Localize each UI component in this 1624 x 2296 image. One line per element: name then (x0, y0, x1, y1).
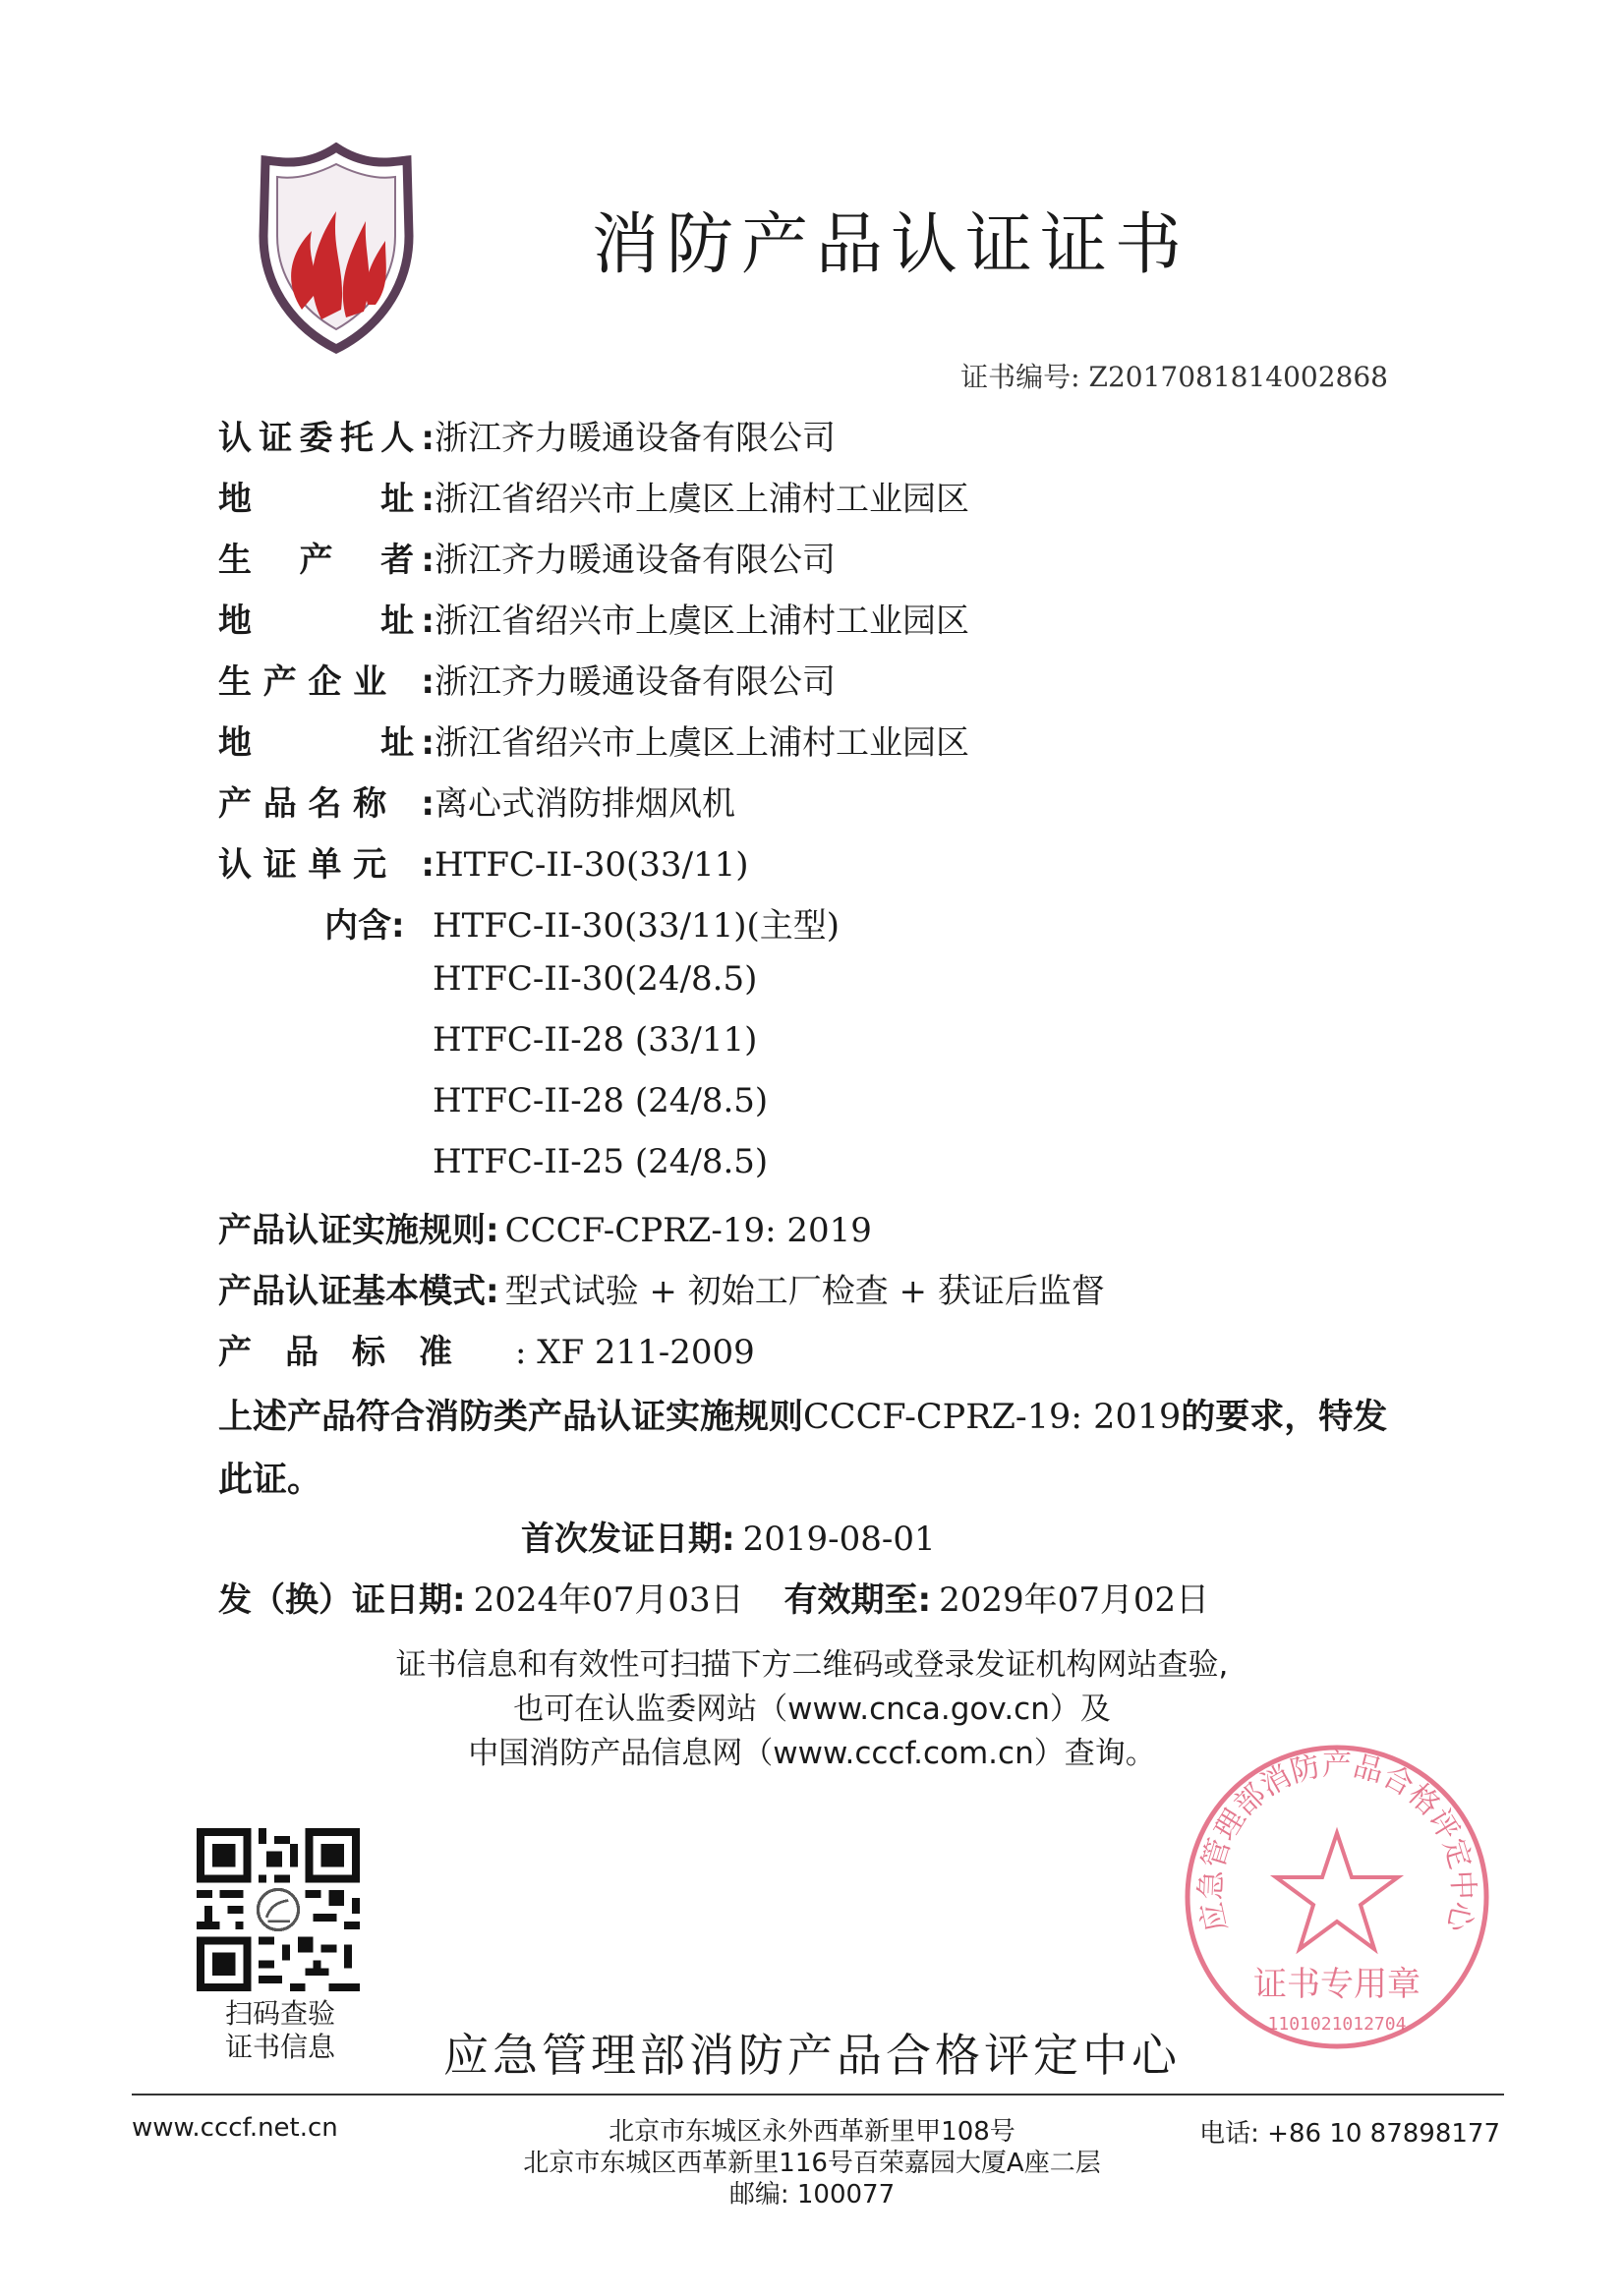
field-label: 生 产 者: (218, 541, 435, 580)
date-label: 有效期至: (783, 1580, 932, 1620)
field-row-cert-unit (218, 837, 749, 887)
first-issue-date (521, 1512, 936, 1560)
rule-value: 型式试验 + 初始工厂检查 + 获证后监督 (504, 1272, 1105, 1311)
certificate-number: 证书编号: Z2017081814002868 (960, 361, 1388, 393)
field-value: 浙江省绍兴市上虞区上浦村工业园区 (435, 602, 969, 641)
field-value: 离心式消防排烟风机 (435, 784, 735, 824)
rule-value: : XF 211-2009 (515, 1333, 755, 1372)
rule-row-standard (218, 1325, 755, 1374)
field-label: 生产企业 : (218, 662, 435, 702)
field-row-manufacturer-address (218, 716, 969, 765)
date-value: 2029年07月02日 (939, 1580, 1210, 1620)
field-value: 浙江齐力暖通设备有限公司 (435, 419, 836, 458)
field-value: HTFC-II-30(33/11) (435, 845, 749, 885)
field-row-product-name (218, 776, 735, 826)
rule-value: CCCF-CPRZ-19: 2019 (504, 1211, 872, 1250)
field-label: 认证委托人: (218, 419, 435, 458)
footer-address-line: 北京市东城区西革新里116号百荣嘉园大厦A座二层 (523, 2149, 1101, 2178)
field-row-client (218, 411, 836, 460)
model-item: HTFC-II-30(33/11)(主型) (433, 906, 841, 946)
seal-number: 1101021012704 (1267, 2014, 1407, 2035)
conformity-text: 此证。 (218, 1461, 322, 1500)
field-label: 地 址: (218, 723, 435, 763)
conformity-rule: CCCF-CPRZ-19: 2019 (803, 1398, 1182, 1437)
issue-and-validity-dates (218, 1573, 1209, 1621)
rule-row-mode (218, 1264, 1105, 1313)
field-value: 浙江齐力暖通设备有限公司 (435, 541, 836, 580)
field-label: 产品名称 : (218, 784, 435, 824)
seal-inner-text: 证书专用章 (1253, 1965, 1421, 2004)
verification-notice-line: 也可在认监委网站（www.cnca.gov.cn）及 (513, 1692, 1111, 1727)
qr-code-icon[interactable] (197, 1828, 360, 1991)
footer-postcode: 邮编: 100077 (728, 2180, 896, 2210)
conformity-text: 的要求，特发 (1181, 1398, 1388, 1437)
field-row-client-address (218, 472, 969, 521)
date-label: 首次发证日期: (521, 1520, 735, 1559)
issuer-name: 应急管理部消防产品合格评定中心 (443, 2029, 1181, 2082)
footer-phone: 电话: +86 10 87898177 (1199, 2119, 1500, 2149)
verification-notice-line: 证书信息和有效性可扫描下方二维码或登录发证机构网站查验, (395, 1647, 1229, 1683)
field-label: 地 址: (218, 480, 435, 519)
field-label: 认证单元 : (218, 845, 435, 885)
model-item: HTFC-II-28 (33/11) (433, 1020, 758, 1060)
conformity-text: 上述产品符合消防类产品认证实施规则 (218, 1398, 804, 1437)
rule-label: 产 品 标 准 (218, 1333, 452, 1372)
conformity-statement (218, 1386, 1398, 1512)
rule-row-implementation (218, 1203, 872, 1252)
svg-text:应急管理部消防产品合格评定中心 (1193, 1749, 1479, 1936)
rule-label: 产品认证实施规则: (218, 1211, 499, 1250)
official-seal-icon (1180, 1740, 1494, 2054)
seal-outer-text: 应急管理部消防产品合格评定中心 (1193, 1748, 1480, 1935)
field-label: 地 址: (218, 602, 435, 641)
rule-label: 产品认证基本模式: (218, 1272, 499, 1311)
field-value: 浙江省绍兴市上虞区上浦村工业园区 (435, 480, 969, 519)
date-value: 2024年07月03日 (473, 1580, 744, 1620)
field-value: 浙江省绍兴市上虞区上浦村工业园区 (435, 723, 969, 763)
field-row-producer (218, 533, 836, 582)
model-item: HTFC-II-28 (24/8.5) (433, 1081, 769, 1120)
certificate-title: 消防产品认证证书 (591, 206, 1189, 284)
qr-caption-line: 证书信息 (224, 2031, 335, 2063)
qr-caption-line: 扫码查验 (224, 1997, 335, 2030)
field-value: 浙江齐力暖通设备有限公司 (435, 662, 836, 702)
verification-notice-line: 中国消防产品信息网（www.cccf.com.cn）查询。 (468, 1736, 1156, 1771)
footer-website[interactable]: www.cccf.net.cn (132, 2113, 338, 2143)
model-item: HTFC-II-30(24/8.5) (433, 959, 758, 999)
footer-address-line: 北京市东城区永外西革新里甲108号 (609, 2117, 1015, 2147)
field-row-producer-address (218, 594, 969, 643)
footer-divider (132, 2094, 1504, 2095)
models-label: 内含: (324, 906, 405, 946)
date-value: 2019-08-01 (742, 1520, 936, 1559)
date-label: 发（换）证日期: (218, 1580, 466, 1620)
field-row-manufacturer (218, 655, 836, 704)
model-item: HTFC-II-25 (24/8.5) (433, 1142, 769, 1181)
